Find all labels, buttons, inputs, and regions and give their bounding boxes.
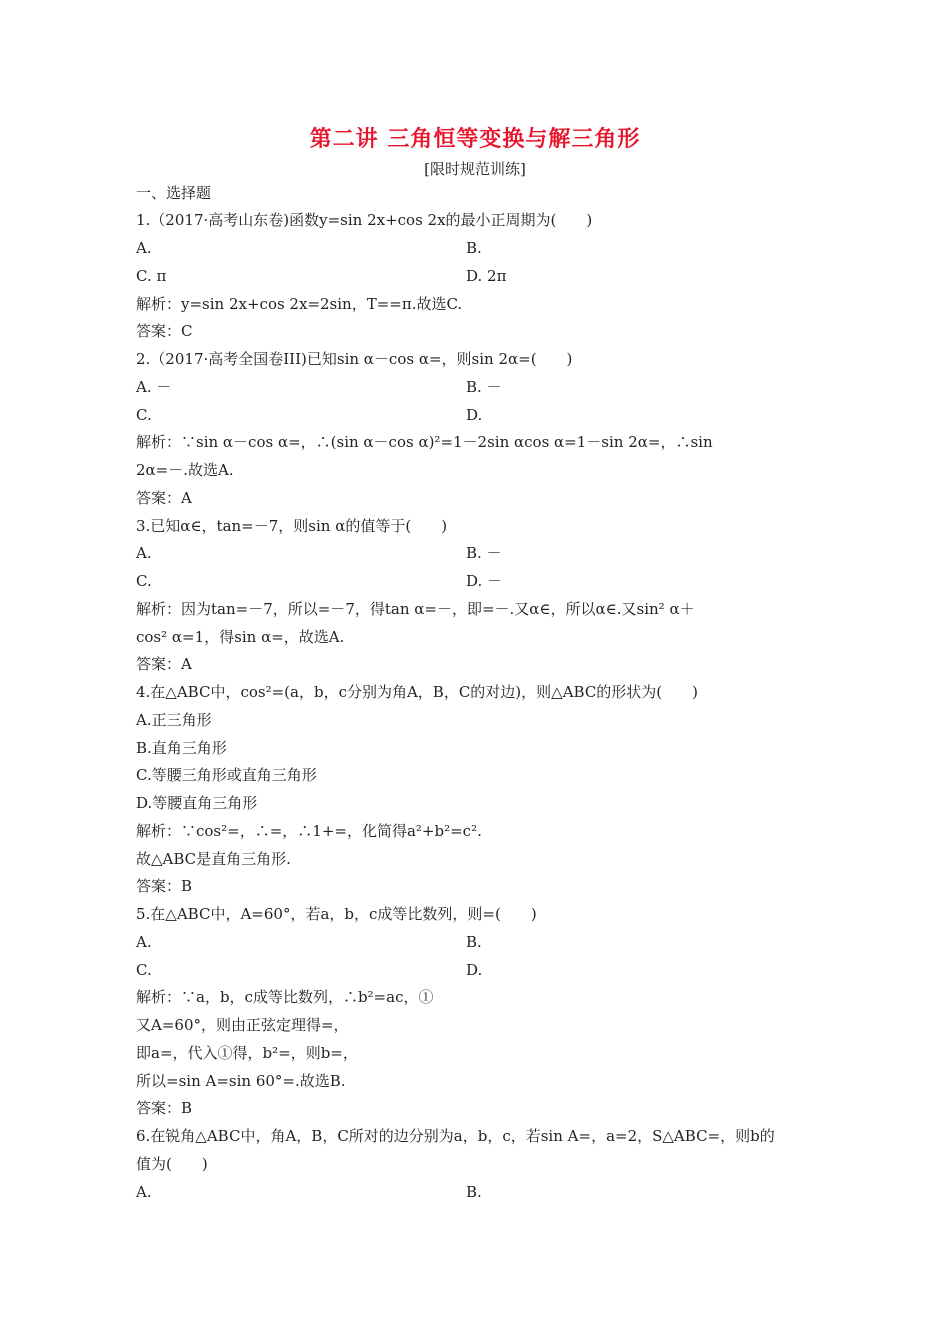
question-5-answer: 答案：B	[136, 1099, 193, 1117]
question-5-option-d: D.	[466, 961, 483, 979]
question-1-option-a: A.	[136, 239, 152, 257]
question-1-answer: 答案：C	[136, 322, 193, 340]
question-4-analysis-cont: 故△ABC是直角三角形.	[136, 850, 291, 868]
question-3-option-b: B. －	[466, 544, 502, 562]
page-subtitle: [限时规范训练]	[424, 160, 526, 178]
question-3-answer: 答案：A	[136, 655, 192, 673]
question-5-analysis: 解析：∵a，b，c成等比数列，∴b²=ac，①	[136, 988, 434, 1006]
question-5-option-c: C.	[136, 961, 152, 979]
question-5-stem: 5.在△ABC中，A=60°，若a，b，c成等比数列，则=( )	[136, 905, 537, 923]
question-2-answer: 答案：A	[136, 489, 192, 507]
question-4-analysis: 解析：∵cos²=，∴=，∴1+=，化简得a²+b²=c².	[136, 822, 482, 840]
question-1-option-c: C. π	[136, 267, 167, 285]
question-3-option-c: C.	[136, 572, 152, 590]
question-1-option-d: D. 2π	[466, 267, 507, 285]
question-2-analysis-cont: 2α=－.故选A.	[136, 461, 234, 479]
question-3-stem: 3.已知α∈，tan=－7，则sin α的值等于( )	[136, 517, 448, 535]
question-3-analysis: 解析：因为tan=－7，所以=－7，得tan α=－，即=－.又α∈，所以α∈.又sin² α＋	[136, 600, 695, 618]
question-4-option-d: D.等腰直角三角形	[136, 794, 258, 812]
question-2-analysis: 解析：∵sin α－cos α=，∴(sin α－cos α)²=1－2sin αcos α=1－sin 2α=，∴sin	[136, 433, 713, 451]
question-6-stem-cont: 值为( )	[136, 1155, 208, 1173]
question-6-stem: 6.在锐角△ABC中，角A，B，C所对的边分别为a，b，c，若sin A=，a=2，S△ABC=，则b的	[136, 1127, 775, 1145]
question-4-option-b: B.直角三角形	[136, 739, 227, 757]
question-3-analysis-cont: cos² α=1，得sin α=，故选A.	[136, 628, 345, 646]
page-title: 第二讲 三角恒等变换与解三角形	[309, 127, 641, 152]
question-4-answer: 答案：B	[136, 877, 193, 895]
question-1-analysis: 解析：y=sin 2x+cos 2x=2sin，T==π.故选C.	[136, 295, 463, 313]
question-1-option-b: B.	[466, 239, 482, 257]
question-2-option-d: D.	[466, 406, 483, 424]
question-5-option-a: A.	[136, 933, 152, 951]
question-6-option-b: B.	[466, 1183, 482, 1201]
question-3-option-a: A.	[136, 544, 152, 562]
question-2-option-c: C.	[136, 406, 152, 424]
question-4-stem: 4.在△ABC中，cos²=(a，b，c分别为角A，B，C的对边)，则△ABC的形状为( )	[136, 683, 699, 701]
question-3-option-d: D. －	[466, 572, 503, 590]
question-5-analysis-4: 所以=sin A=sin 60°=.故选B.	[136, 1072, 346, 1090]
question-5-analysis-2: 又A=60°，则由正弦定理得=，	[136, 1016, 349, 1034]
question-6-option-a: A.	[136, 1183, 152, 1201]
question-2-option-a: A. －	[136, 378, 172, 396]
section-heading: 一、选择题	[136, 184, 212, 202]
question-2-option-b: B. －	[466, 378, 502, 396]
question-5-analysis-3: 即a=，代入①得，b²=，则b=，	[136, 1044, 358, 1062]
question-4-option-c: C.等腰三角形或直角三角形	[136, 766, 317, 784]
question-4-option-a: A.正三角形	[136, 711, 212, 729]
question-2-stem: 2.（2017·高考全国卷III)已知sin α－cos α=，则sin 2α=( )	[136, 350, 573, 368]
question-1-stem: 1.（2017·高考山东卷)函数y=sin 2x+cos 2x的最小正周期为( )	[136, 211, 593, 229]
question-5-option-b: B.	[466, 933, 482, 951]
